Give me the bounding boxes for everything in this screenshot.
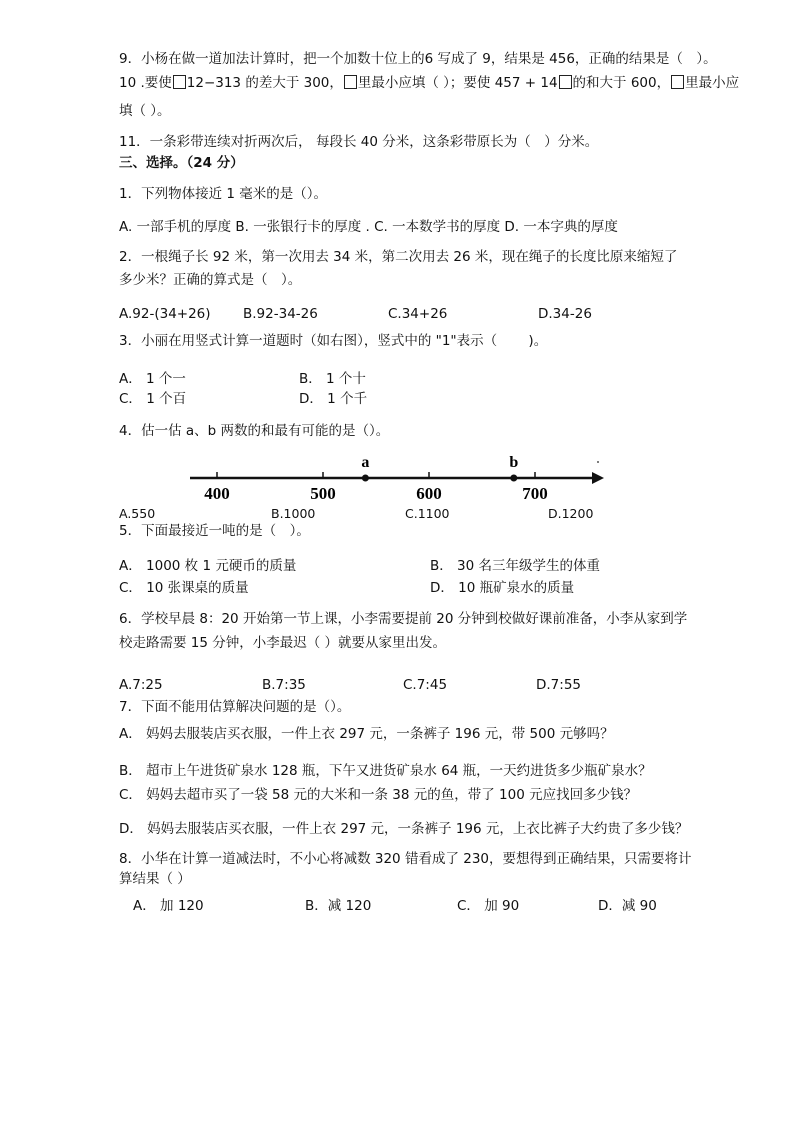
q5-option-d: D． 10 瓶矿泉水的质量 [430, 580, 575, 596]
q2-option-b: B.92-34-26 [243, 306, 318, 322]
q4-option-d: D.1200 [548, 506, 594, 521]
q3-option-b: B． 1 个十 [299, 371, 366, 387]
q10-text-5: 里最小应 [685, 75, 740, 91]
blank-box [173, 75, 186, 89]
q4-option-c: C.1100 [405, 506, 450, 521]
tick-label: 400 [204, 484, 230, 503]
blank-box [559, 75, 572, 89]
q7-option-d: D． 妈妈去服装店买衣服，一件上衣 297 元，一条裤子 196 元，上衣比裤子大约贵了多少钱？ [119, 821, 689, 837]
q8-option-c: C． 加 90 [457, 898, 520, 914]
question-6-stem-2: 校走路需要 15 分钟，小李最迟（ ）就要从家里出发。 [119, 635, 447, 651]
question-8-stem-2: 算结果（ ） [119, 871, 191, 887]
question-10-line1 [119, 74, 739, 92]
question-9: 9．小杨在做一道加法计算时，把一个加数十位上的6 写成了 9，结果是 456，正确的结果是（ ）。 [119, 51, 717, 67]
point-a-marker [362, 475, 369, 482]
q5-option-b: B． 30 名三年级学生的体重 [430, 558, 601, 574]
arrow-head-icon [592, 472, 604, 484]
point-a-label: a [361, 454, 370, 471]
q6-option-a: A.7:25 [119, 677, 163, 693]
q7-option-a: A． 妈妈去服装店买衣服，一件上衣 297 元，一条裤子 196 元，带 500 元够吗？ [119, 726, 614, 742]
tick-label: 600 [416, 484, 442, 503]
q5-option-a: A． 1000 枚 1 元硬币的质量 [119, 558, 297, 574]
question-1-options: A. 一部手机的厚度 B. 一张银行卡的厚度 . C. 一本数学书的厚度 D. 一本字典的厚度 [119, 219, 618, 235]
q3-option-a: A． 1 个一 [119, 371, 186, 387]
q2-option-c: C.34+26 [388, 306, 448, 322]
question-7-stem: 7．下面不能用估算解决问题的是（）。 [119, 699, 351, 715]
q3-option-d: D． 1 个千 [299, 391, 368, 407]
section-3-heading: 三、选择。（24 分） [119, 155, 244, 171]
dot-mark [597, 461, 599, 463]
tick-label: 700 [522, 484, 548, 503]
question-11: 11．一条彩带连续对折两次后， 每段长 40 分米，这条彩带原长为（ ）分米。 [119, 134, 599, 150]
question-2-stem-2: 多少米？正确的算式是（ ）。 [119, 272, 302, 288]
q2-option-a: A.92-(34+26) [119, 306, 211, 322]
q5-option-c: C． 10 张课桌的质量 [119, 580, 249, 596]
question-6-stem-1: 6．学校早晨 8：20 开始第一节上课，小李需要提前 20 分钟到校做好课前准备，小李从家到学 [119, 611, 688, 627]
q10-text-2: 12−313 的差大于 300， [186, 75, 343, 91]
question-3-stem: 3．小丽在用竖式计算一道题时（如右图），竖式中的 "1"表示（ )。 [119, 333, 548, 349]
blank-box [671, 75, 684, 89]
q2-option-d: D.34-26 [538, 306, 592, 322]
q7-option-b: B． 超市上午进货矿泉水 128 瓶，下午又进货矿泉水 64 瓶，一天约进货多少瓶矿泉水？ [119, 763, 652, 779]
q10-text-4: 的和大于 600， [572, 75, 671, 91]
point-b-marker [510, 475, 517, 482]
q6-option-c: C.7:45 [403, 677, 448, 693]
q8-option-d: D．减 90 [598, 898, 657, 914]
point-b-label: b [509, 454, 519, 471]
question-4-stem: 4．估一估 a、b 两数的和最有可能的是（）。 [119, 423, 390, 439]
question-1-stem: 1．下列物体接近 1 毫米的是（）。 [119, 186, 328, 202]
q7-option-c: C． 妈妈去超市买了一袋 58 元的大米和一条 38 元的鱼，带了 100 元应找回多少钱？ [119, 787, 638, 803]
q6-option-d: D.7:55 [536, 677, 582, 693]
q4-option-b: B.1000 [271, 506, 316, 521]
q4-option-a: A.550 [119, 506, 156, 521]
q8-option-a: A． 加 120 [133, 898, 204, 914]
question-10-line2: 填（ ）。 [119, 103, 171, 119]
q10-text-1: 10 .要使 [119, 75, 172, 91]
q10-text-3: 里最小应填（ ）；要使 457 + 14 [357, 75, 558, 91]
question-5-stem: 5．下面最接近一吨的是（ ）。 [119, 523, 310, 539]
tick-label: 500 [310, 484, 336, 503]
question-2-stem-1: 2．一根绳子长 92 米，第一次用去 34 米，第二次用去 26 米，现在绳子的长度比原来缩短了 [119, 249, 678, 265]
number-line [180, 448, 610, 508]
q6-option-b: B.7:35 [262, 677, 306, 693]
q3-option-c: C． 1 个百 [119, 391, 187, 407]
blank-box [344, 75, 357, 89]
q8-option-b: B．减 120 [305, 898, 372, 914]
question-8-stem-1: 8．小华在计算一道减法时，不小心将减数 320 错看成了 230，要想得到正确结果，只需要将计 [119, 851, 692, 867]
